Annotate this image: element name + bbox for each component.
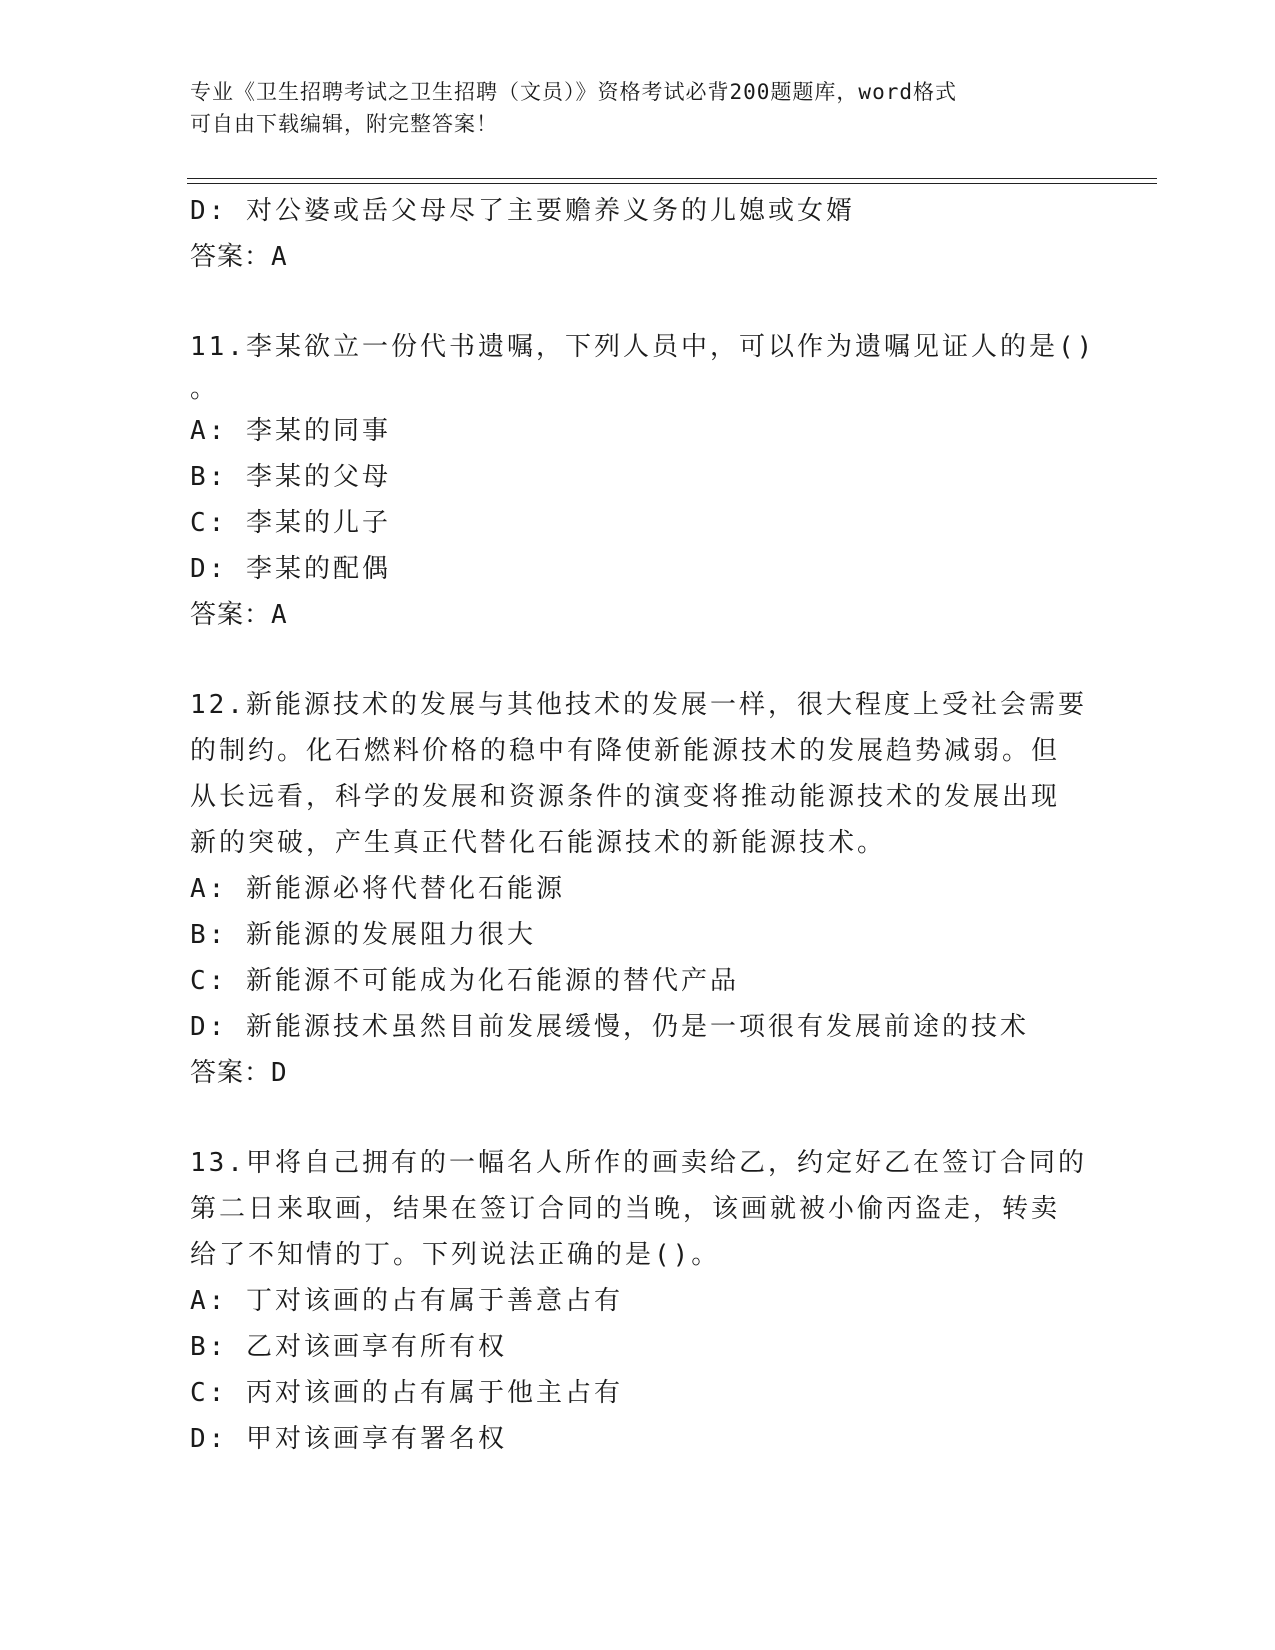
option-b: B: 李某的父母 (190, 462, 391, 492)
document-header (190, 76, 1070, 140)
option-a: A: 李某的同事 (190, 416, 391, 446)
option-c: C: 李某的儿子 (190, 508, 391, 538)
question-stem: 11.李某欲立一份代书遗嘱，下列人员中，可以作为遗嘱见证人的是() (190, 332, 1096, 362)
question-stem: 。 (190, 374, 220, 404)
option-d: D: 对公婆或岳父母尽了主要赡养义务的儿媳或女婿 (190, 196, 855, 226)
option-c: C: 新能源不可能成为化石能源的替代产品 (190, 966, 739, 996)
question-stem: 给了不知情的丁。下列说法正确的是()。 (190, 1240, 721, 1270)
header-title-line-2: 可自由下载编辑，附完整答案！ (190, 112, 498, 136)
answer-line: 答案：A (190, 242, 288, 272)
question-11 (190, 324, 1096, 638)
question-stem: 第二日来取画，结果在签订合同的当晚，该画就被小偷丙盗走，转卖 (190, 1194, 1061, 1224)
question-stem: 从长远看，科学的发展和资源条件的演变将推动能源技术的发展出现 (190, 782, 1061, 812)
option-a: A: 新能源必将代替化石能源 (190, 874, 565, 904)
question-content (190, 188, 1096, 1462)
question-stem: 新的突破，产生真正代替化石能源技术的新能源技术。 (190, 828, 887, 858)
answer-line: 答案：A (190, 600, 288, 630)
question-stem: 13.甲将自己拥有的一幅名人所作的画卖给乙，约定好乙在签订合同的 (190, 1148, 1087, 1178)
question-13 (190, 1140, 1090, 1462)
option-a: A: 丁对该画的占有属于善意占有 (190, 1286, 623, 1316)
question-12 (190, 682, 1090, 1096)
answer-line: 答案：D (190, 1058, 288, 1088)
question-stem: 12.新能源技术的发展与其他技术的发展一样，很大程度上受社会需要 (190, 690, 1087, 720)
option-d: D: 甲对该画享有署名权 (190, 1424, 507, 1454)
header-title-line-1: 专业《卫生招聘考试之卫生招聘（文员）》资格考试必背200题题库，word格式 (190, 80, 957, 104)
option-b: B: 新能源的发展阻力很大 (190, 920, 536, 950)
option-b: B: 乙对该画享有所有权 (190, 1332, 507, 1362)
option-d: D: 新能源技术虽然目前发展缓慢，仍是一项很有发展前途的技术 (190, 1012, 1029, 1042)
option-d: D: 李某的配偶 (190, 554, 391, 584)
header-divider-top (187, 178, 1157, 179)
question-stem: 的制约。化石燃料价格的稳中有降使新能源技术的发展趋势减弱。但 (190, 736, 1061, 766)
header-divider-bottom (187, 183, 1157, 184)
option-c: C: 丙对该画的占有属于他主占有 (190, 1378, 623, 1408)
